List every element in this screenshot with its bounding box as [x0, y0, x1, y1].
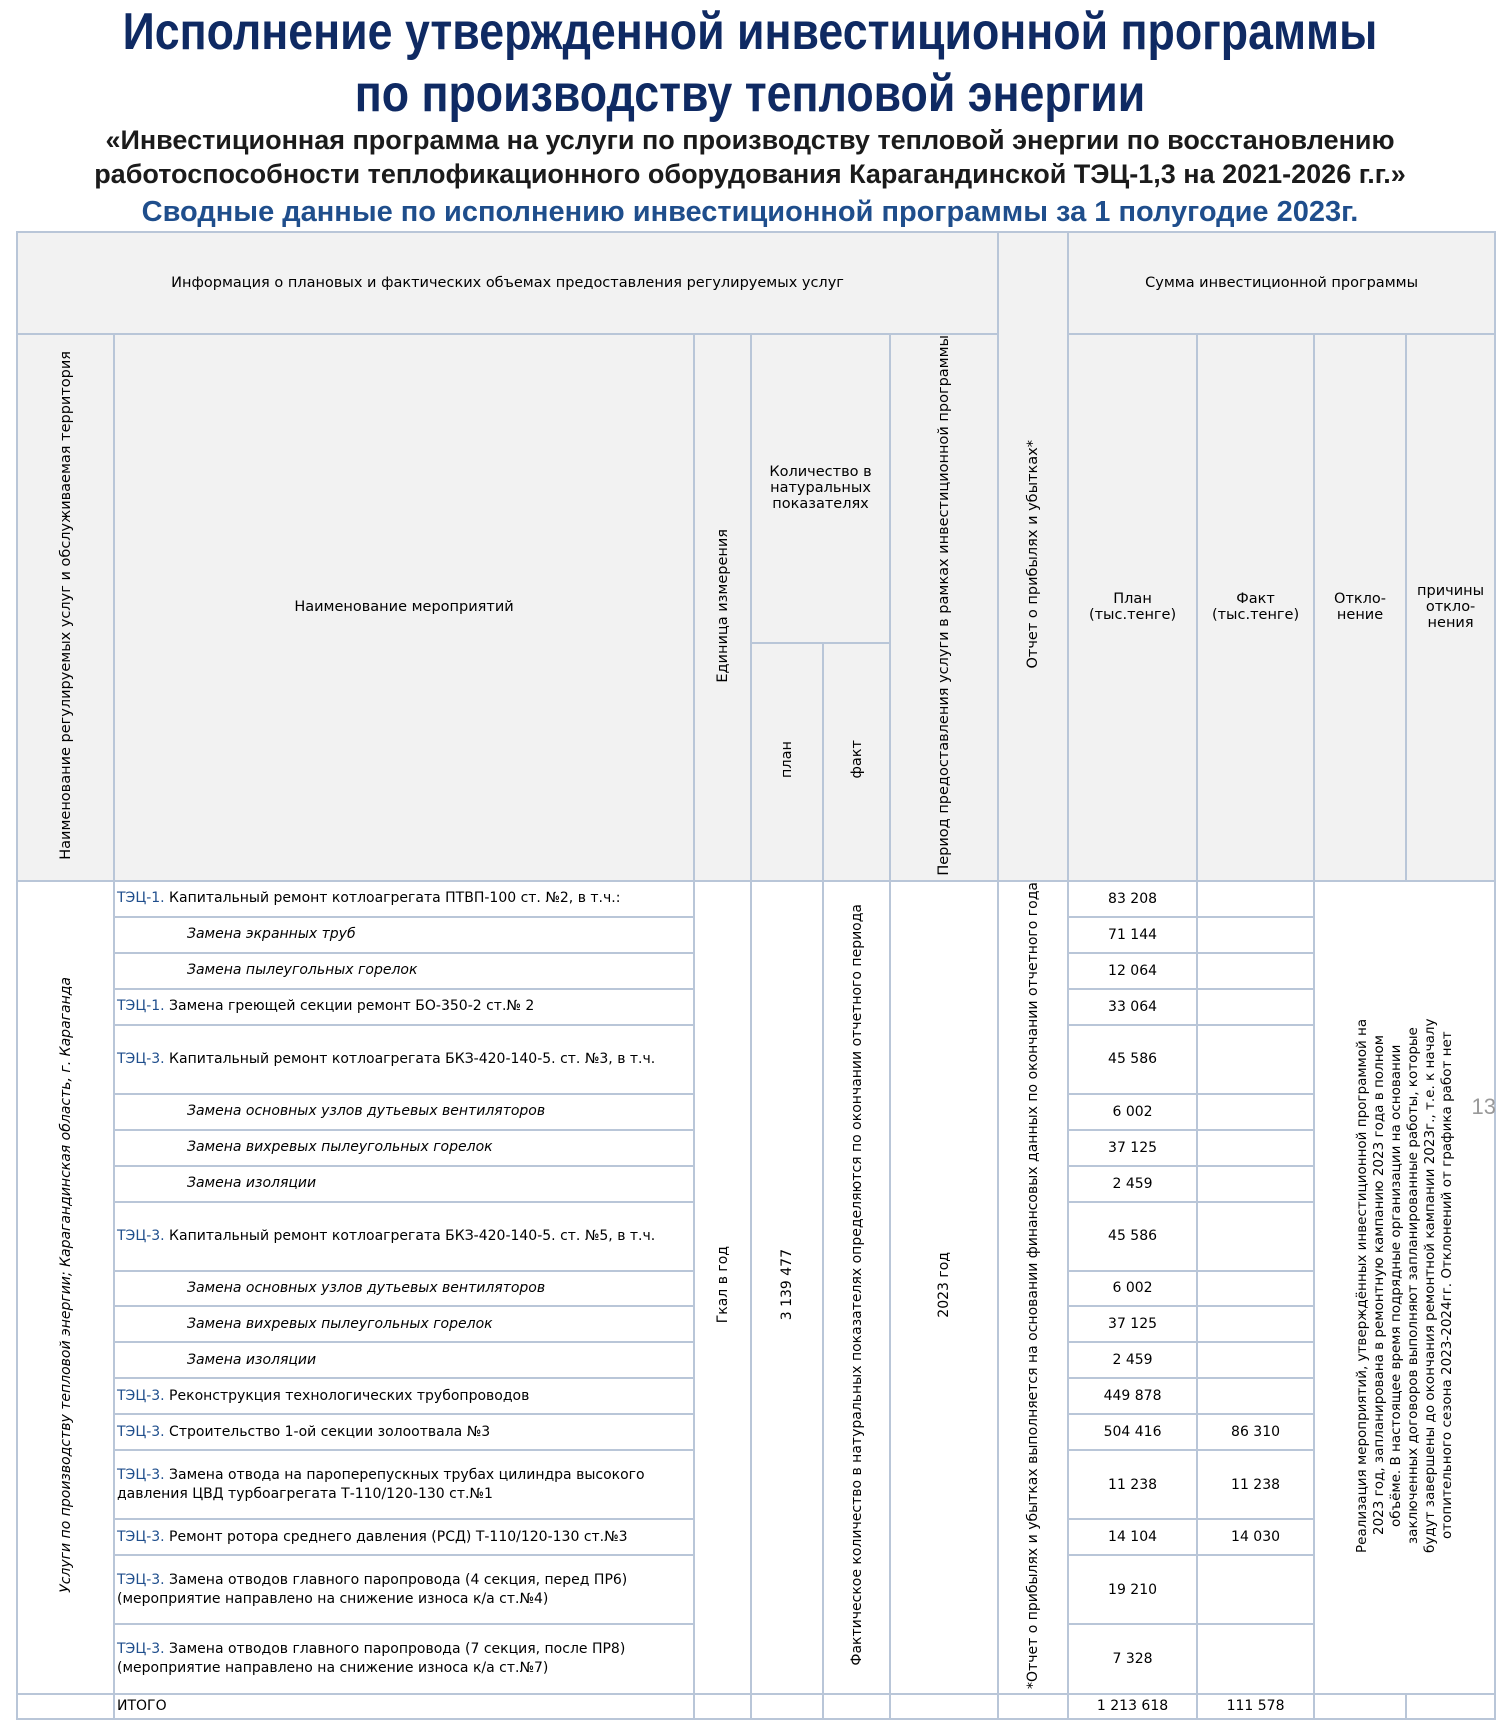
qty-plan-cell: 3 139 477 — [751, 881, 823, 1694]
report-cell: *Отчет о прибылях и убытках выполняется на основании финансовых данных по окончании отчетного года — [998, 881, 1068, 1694]
sum-fact-value — [1197, 1624, 1314, 1693]
sum-plan-value: 11 238 — [1068, 1450, 1197, 1519]
summary-title: Сводные данные по исполнению инвестиционной программы за 1 полугодие 2023г. — [141, 196, 1359, 228]
event-name: Замена основных узлов дутьевых вентиляторов — [114, 1094, 694, 1130]
qty-fact-cell: Фактическое количество в натуральных показателях определяются по окончании отчетного периода — [823, 881, 890, 1694]
total-fact: 111 578 — [1197, 1694, 1314, 1719]
sum-fact-value — [1197, 1094, 1314, 1130]
sum-fact-value: 11 238 — [1197, 1450, 1314, 1519]
event-name: Замена изоляции — [114, 1342, 694, 1378]
sum-plan-value: 2 459 — [1068, 1166, 1197, 1202]
sum-fact-value — [1197, 1025, 1314, 1094]
header-unit: Единица измерения — [694, 334, 751, 881]
total-row — [17, 1694, 1495, 1719]
header-event: Наименование мероприятий — [114, 334, 694, 881]
header-sum-fact: Факт (тыс.тенге) — [1197, 334, 1314, 881]
program-name-line1: «Инвестиционная программа на услуги по производству тепловой энергии по восстановлению — [105, 125, 1395, 155]
header-service: Наименование регулируемых услуг и обслуживаемая территория — [17, 334, 114, 881]
investment-table — [16, 231, 1496, 1720]
header-sum-plan: План (тыс.тенге) — [1068, 334, 1197, 881]
event-name: ТЭЦ-3. Реконструкция технологических трубопроводов — [114, 1378, 694, 1414]
header-report: Отчет о прибылях и убытках* — [998, 232, 1068, 881]
sum-plan-value: 37 125 — [1068, 1130, 1197, 1166]
event-name: ТЭЦ-3. Капитальный ремонт котлоагрегата БКЗ-420-140-5. ст. №3, в т.ч. — [114, 1025, 694, 1094]
event-name: Замена пылеугольных горелок — [114, 953, 694, 989]
total-label: ИТОГО — [114, 1694, 694, 1719]
total-empty — [998, 1694, 1068, 1719]
header-deviation: Откло-нение — [1314, 334, 1406, 881]
total-plan: 1 213 618 — [1068, 1694, 1197, 1719]
event-name: ТЭЦ-3. Замена отводов главного паропровода (4 секция, перед ПР6) (мероприятие направлено на снижение износа к/а ст.№4) — [114, 1555, 694, 1624]
event-name: Замена экранных труб — [114, 917, 694, 953]
sum-plan-value: 71 144 — [1068, 917, 1197, 953]
sum-plan-value: 33 064 — [1068, 989, 1197, 1025]
event-name: Замена вихревых пылеугольных горелок — [114, 1306, 694, 1342]
event-name: ТЭЦ-1. Капитальный ремонт котлоагрегата ПТВП-100 ст. №2, в т.ч.: — [114, 881, 694, 917]
event-name: ТЭЦ-1. Замена греющей секции ремонт БО-350-2 ст.№ 2 — [114, 989, 694, 1025]
sum-fact-value — [1197, 1306, 1314, 1342]
header-info: Информация о плановых и фактических объемах предоставления регулируемых услуг — [17, 232, 998, 334]
event-name: ТЭЦ-3. Замена отводов главного паропровода (7 секция, после ПР8) (мероприятие направлено на снижение износа к/а ст.№7) — [114, 1624, 694, 1693]
sum-plan-value: 14 104 — [1068, 1519, 1197, 1555]
event-name: ТЭЦ-3. Ремонт ротора среднего давления (РСД) Т-110/120-130 ст.№3 — [114, 1519, 694, 1555]
sum-fact-value — [1197, 1555, 1314, 1624]
sum-plan-value: 6 002 — [1068, 1271, 1197, 1307]
total-empty — [694, 1694, 751, 1719]
page-number: 13 — [1471, 1094, 1496, 1119]
page-title-line1: Исполнение утвержденной инвестиционной программы — [122, 3, 1378, 61]
total-empty — [890, 1694, 998, 1719]
header-qty: Количество в натуральных показателях — [751, 334, 890, 643]
sum-fact-value — [1197, 989, 1314, 1025]
sum-plan-value: 7 328 — [1068, 1624, 1197, 1693]
sum-fact-value — [1197, 917, 1314, 953]
sum-fact-value — [1197, 881, 1314, 917]
total-empty — [1406, 1694, 1495, 1719]
sum-plan-value: 6 002 — [1068, 1094, 1197, 1130]
service-cell: Услуги по производству тепловой энергии; Карагандинская область, г. Караганда — [17, 881, 114, 1694]
sum-plan-value: 45 586 — [1068, 1025, 1197, 1094]
header-qty-plan: план — [751, 643, 823, 881]
total-empty — [751, 1694, 823, 1719]
sum-fact-value — [1197, 1166, 1314, 1202]
header-sum: Сумма инвестиционной программы — [1068, 232, 1495, 334]
sum-fact-value: 14 030 — [1197, 1519, 1314, 1555]
event-name: Замена основных узлов дутьевых вентиляторов — [114, 1271, 694, 1307]
event-name: Замена изоляции — [114, 1166, 694, 1202]
table-row — [17, 881, 1495, 917]
sum-plan-value: 449 878 — [1068, 1378, 1197, 1414]
sum-plan-value: 37 125 — [1068, 1306, 1197, 1342]
program-name-line2: работоспособности теплофикационного оборудования Карагандинской ТЭЦ-1,3 на 2021-2026 г.г.» — [94, 159, 1406, 189]
sum-fact-value — [1197, 1342, 1314, 1378]
page-title-line2: по производству тепловой энергии — [354, 65, 1146, 123]
sum-plan-value: 19 210 — [1068, 1555, 1197, 1624]
sum-plan-value: 83 208 — [1068, 881, 1197, 917]
header-reasons: причины откло-нения — [1406, 334, 1495, 881]
sum-plan-value: 45 586 — [1068, 1202, 1197, 1271]
deviation-cell: Реализация мероприятий, утверждённых инвестиционной программой на 2023 год, запланирована в ремонтную кампанию 2023 года в полном объёме. В настоящее время подрядные организации на основании заключенных договоров выполняют запланированные работы, которые будут завершены до окончания ремонтной кампании 2023г., т.е. к началу отопительного сезона 2023-2024гг. Отклонений от графика работ нет — [1314, 881, 1495, 1694]
sum-fact-value — [1197, 953, 1314, 989]
total-empty — [17, 1694, 114, 1719]
event-name: ТЭЦ-3. Строительство 1-ой секции золоотвала №3 — [114, 1414, 694, 1450]
period-cell: 2023 год — [890, 881, 998, 1694]
sum-fact-value: 86 310 — [1197, 1414, 1314, 1450]
sum-fact-value — [1197, 1271, 1314, 1307]
total-empty — [823, 1694, 890, 1719]
sum-plan-value: 12 064 — [1068, 953, 1197, 989]
event-name: ТЭЦ-3. Замена отвода на пароперепускных трубах цилиндра высокого давления ЦВД турбоагрегата Т-110/120-130 ст.№1 — [114, 1450, 694, 1519]
header-period: Период предоставления услуги в рамках инвестиционной программы — [890, 334, 998, 881]
sum-fact-value — [1197, 1378, 1314, 1414]
sum-plan-value: 504 416 — [1068, 1414, 1197, 1450]
event-name: Замена вихревых пылеугольных горелок — [114, 1130, 694, 1166]
header-qty-fact: факт — [823, 643, 890, 881]
sum-fact-value — [1197, 1202, 1314, 1271]
total-empty — [1314, 1694, 1406, 1719]
sum-fact-value — [1197, 1130, 1314, 1166]
event-name: ТЭЦ-3. Капитальный ремонт котлоагрегата БКЗ-420-140-5. ст. №5, в т.ч. — [114, 1202, 694, 1271]
sum-plan-value: 2 459 — [1068, 1342, 1197, 1378]
investment-table-wrapper — [16, 231, 1494, 1715]
unit-cell: Гкал в год — [694, 881, 751, 1694]
